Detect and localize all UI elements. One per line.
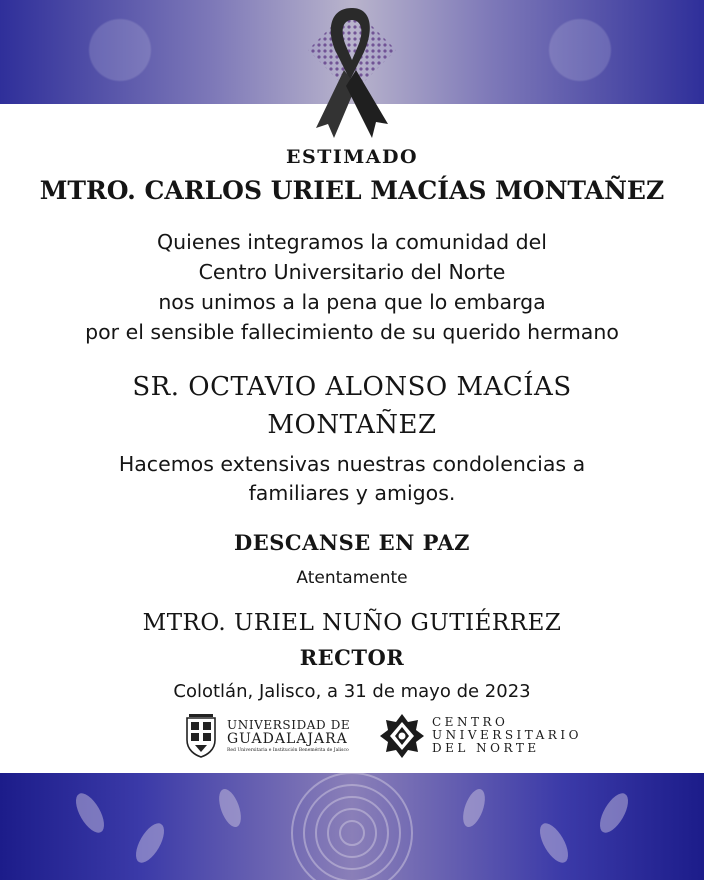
signer-title: RECTOR xyxy=(299,645,405,670)
condolences-text xyxy=(0,450,704,508)
logos-row xyxy=(0,710,704,766)
message-line: por el sensible fallecimiento de su querido hermano xyxy=(85,320,619,344)
signer-name: MTRO. URIEL NUÑO GUTIÉRREZ xyxy=(142,610,562,636)
cun-logo-icon xyxy=(378,712,426,760)
condolence-message xyxy=(0,227,704,347)
mourning-ribbon-icon xyxy=(292,0,412,152)
cun-line: DEL NORTE xyxy=(432,741,540,755)
udg-tagline: Red Universitaria e Institución Benemérita de Jalisco xyxy=(227,748,349,753)
deceased-name-line: MONTAÑEZ xyxy=(267,410,437,440)
condolences-line: Hacemos extensivas nuestras condolencias a xyxy=(118,452,586,476)
recipient-name: MTRO. CARLOS URIEL MACÍAS MONTAÑEZ xyxy=(39,176,665,205)
udg-line: UNIVERSIDAD DE xyxy=(227,718,351,732)
message-line: Quienes integramos la comunidad del xyxy=(157,230,547,254)
place-date: Colotlán, Jalisco, a 31 de mayo de 2023 xyxy=(173,681,531,702)
cun-wordmark xyxy=(432,716,582,755)
udg-seal-icon xyxy=(183,712,219,758)
cun-line: UNIVERSITARIO xyxy=(432,728,582,742)
udg-line: GUADALAJARA xyxy=(227,731,348,747)
salutation: ESTIMADO xyxy=(285,146,419,168)
condolences-line: familiares y amigos. xyxy=(248,481,456,505)
udg-wordmark xyxy=(227,718,350,753)
bottom-decorative-band xyxy=(0,773,704,880)
message-line: nos unimos a la pena que lo embarga xyxy=(158,290,546,314)
bottom-band-pattern xyxy=(0,773,704,880)
rest-in-peace: DESCANSE EN PAZ xyxy=(234,530,470,555)
cun-line: CENTRO xyxy=(432,715,509,729)
deceased-name-line: SR. OCTAVIO ALONSO MACÍAS xyxy=(132,372,572,402)
regards: Atentamente xyxy=(296,568,408,588)
message-line: Centro Universitario del Norte xyxy=(198,260,506,284)
deceased-name xyxy=(0,368,704,444)
